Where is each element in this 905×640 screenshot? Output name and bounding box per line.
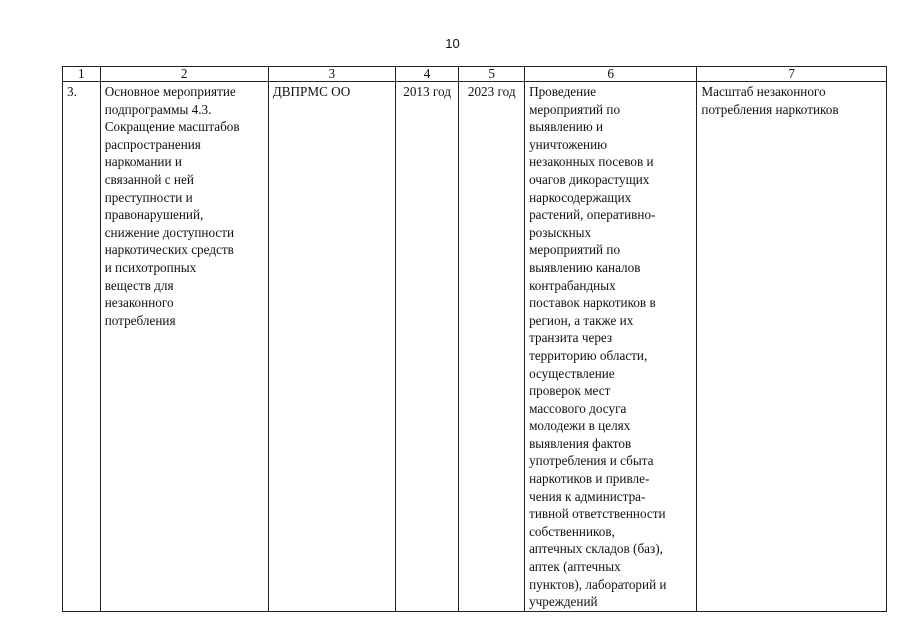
column-header-3: 3 <box>268 67 395 82</box>
row-number-cell: 3. <box>63 82 101 612</box>
end-year-cell: 2023 год <box>459 82 525 612</box>
column-header-1: 1 <box>63 67 101 82</box>
column-header-6: 6 <box>525 67 697 82</box>
program-table <box>62 66 887 612</box>
column-header-2: 2 <box>100 67 268 82</box>
description-cell: Проведение мероприятий по выявлению и уничтожению незаконных посевов и очагов дикорастущих наркосодержащих растений, оперативно- розыскных мероприятий по выявлению каналов контрабандных поставок наркотиков в регион, а также их транзита через территорию области, осуществление проверок мест массового досуга молодежи в целях выявления фактов употребления и сбыта наркотиков и привле- чения к администра- тивной ответственности собственников, аптечных складов (баз), аптек (аптечных пунктов), лабораторий и учреждений <box>525 82 697 612</box>
table-row <box>63 82 887 612</box>
column-header-4: 4 <box>395 67 459 82</box>
start-year-cell: 2013 год <box>395 82 459 612</box>
executor-cell: ДВПРМС ОО <box>268 82 395 612</box>
indicator-cell: Масштаб незаконного потребления наркотиков <box>697 82 887 612</box>
column-header-7: 7 <box>697 67 887 82</box>
measure-name-cell: Основное мероприятие подпрограммы 4.3. Сокращение масштабов распространения наркомании и связанной с ней преступности и правонарушений, снижение доступности наркотических средств и психотропных веществ для незаконного потребления <box>100 82 268 612</box>
header-row <box>63 67 887 82</box>
column-header-5: 5 <box>459 67 525 82</box>
page-number: 10 <box>445 36 460 51</box>
